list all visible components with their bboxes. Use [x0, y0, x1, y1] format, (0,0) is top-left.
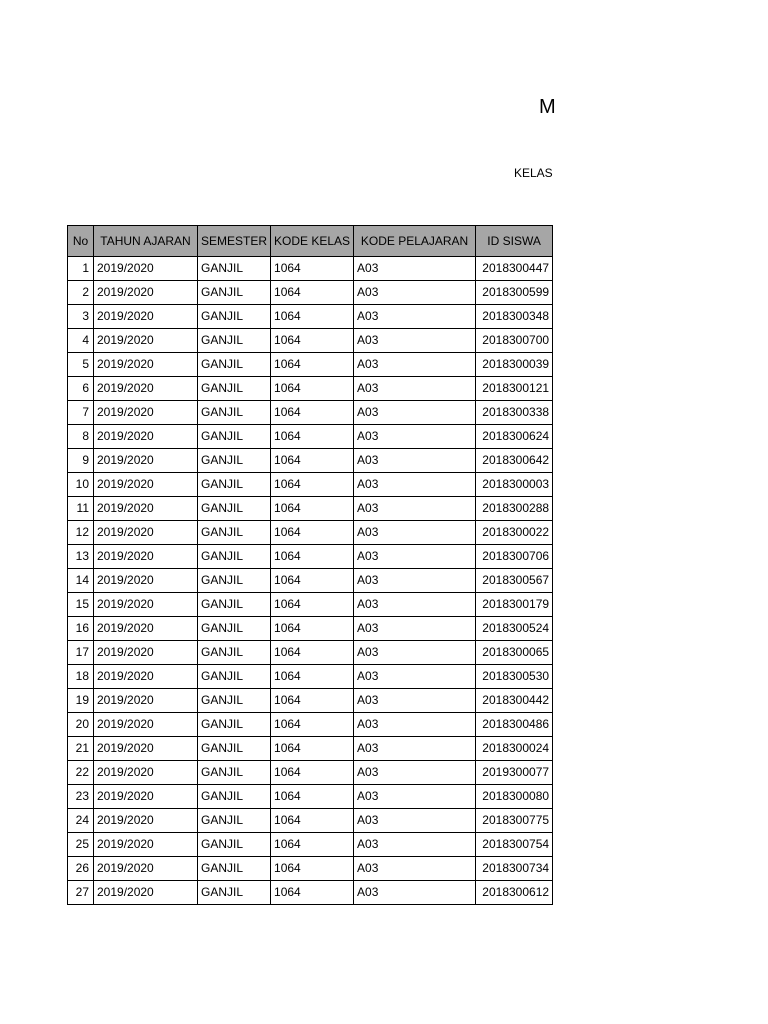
cell-id-siswa: 2018300599 — [476, 281, 553, 305]
table-row — [68, 785, 553, 809]
table-row — [68, 353, 553, 377]
cell-id-siswa: 2018300039 — [476, 353, 553, 377]
column-header-tahun-ajaran: TAHUN AJARAN — [94, 226, 198, 257]
cell-kode-kelas: 1064 — [271, 641, 354, 665]
cell-kode-pelajaran: A03 — [354, 329, 476, 353]
cell-semester: GANJIL — [198, 641, 271, 665]
cell-kode-pelajaran: A03 — [354, 641, 476, 665]
cell-tahun-ajaran: 2019/2020 — [94, 353, 198, 377]
cell-kode-pelajaran: A03 — [354, 737, 476, 761]
cell-tahun-ajaran: 2019/2020 — [94, 665, 198, 689]
cell-tahun-ajaran: 2019/2020 — [94, 329, 198, 353]
table-row — [68, 665, 553, 689]
cell-no: 22 — [68, 761, 94, 785]
cell-semester: GANJIL — [198, 281, 271, 305]
cell-id-siswa: 2018300288 — [476, 497, 553, 521]
cell-no: 26 — [68, 857, 94, 881]
cell-semester: GANJIL — [198, 545, 271, 569]
cell-tahun-ajaran: 2019/2020 — [94, 785, 198, 809]
cell-id-siswa: 2018300524 — [476, 617, 553, 641]
table-row — [68, 521, 553, 545]
cell-semester: GANJIL — [198, 401, 271, 425]
cell-semester: GANJIL — [198, 497, 271, 521]
cell-semester: GANJIL — [198, 377, 271, 401]
cell-semester: GANJIL — [198, 881, 271, 905]
cell-kode-kelas: 1064 — [271, 857, 354, 881]
table-row — [68, 473, 553, 497]
cell-kode-pelajaran: A03 — [354, 425, 476, 449]
cell-kode-kelas: 1064 — [271, 665, 354, 689]
table-row — [68, 833, 553, 857]
cell-no: 3 — [68, 305, 94, 329]
table-row — [68, 281, 553, 305]
table-row — [68, 497, 553, 521]
cell-kode-kelas: 1064 — [271, 353, 354, 377]
cell-no: 24 — [68, 809, 94, 833]
cell-kode-pelajaran: A03 — [354, 881, 476, 905]
cell-kode-pelajaran: A03 — [354, 833, 476, 857]
cell-kode-kelas: 1064 — [271, 569, 354, 593]
cell-no: 11 — [68, 497, 94, 521]
cell-kode-kelas: 1064 — [271, 497, 354, 521]
cell-kode-kelas: 1064 — [271, 257, 354, 281]
cell-tahun-ajaran: 2019/2020 — [94, 377, 198, 401]
cell-no: 18 — [68, 665, 94, 689]
cell-kode-pelajaran: A03 — [354, 569, 476, 593]
cell-kode-pelajaran: A03 — [354, 761, 476, 785]
cell-tahun-ajaran: 2019/2020 — [94, 761, 198, 785]
cell-tahun-ajaran: 2019/2020 — [94, 257, 198, 281]
cell-semester: GANJIL — [198, 857, 271, 881]
cell-kode-pelajaran: A03 — [354, 401, 476, 425]
cell-id-siswa: 2018300530 — [476, 665, 553, 689]
cell-id-siswa: 2018300022 — [476, 521, 553, 545]
cell-tahun-ajaran: 2019/2020 — [94, 737, 198, 761]
cell-id-siswa: 2018300612 — [476, 881, 553, 905]
column-header-no: No — [68, 226, 94, 257]
cell-no: 14 — [68, 569, 94, 593]
cell-id-siswa: 2018300624 — [476, 425, 553, 449]
cell-no: 7 — [68, 401, 94, 425]
table-row — [68, 617, 553, 641]
cell-tahun-ajaran: 2019/2020 — [94, 497, 198, 521]
cell-id-siswa: 2018300700 — [476, 329, 553, 353]
cell-kode-kelas: 1064 — [271, 737, 354, 761]
cell-kode-kelas: 1064 — [271, 761, 354, 785]
table-row — [68, 377, 553, 401]
cell-semester: GANJIL — [198, 329, 271, 353]
cell-tahun-ajaran: 2019/2020 — [94, 473, 198, 497]
cell-kode-pelajaran: A03 — [354, 809, 476, 833]
cell-tahun-ajaran: 2019/2020 — [94, 281, 198, 305]
cell-kode-pelajaran: A03 — [354, 857, 476, 881]
cell-kode-pelajaran: A03 — [354, 305, 476, 329]
cell-id-siswa: 2018300447 — [476, 257, 553, 281]
cell-tahun-ajaran: 2019/2020 — [94, 545, 198, 569]
cell-kode-pelajaran: A03 — [354, 617, 476, 641]
cell-no: 27 — [68, 881, 94, 905]
cell-kode-pelajaran: A03 — [354, 785, 476, 809]
cell-kode-kelas: 1064 — [271, 689, 354, 713]
cell-kode-pelajaran: A03 — [354, 353, 476, 377]
cell-id-siswa: 2018300080 — [476, 785, 553, 809]
table-row — [68, 305, 553, 329]
column-header-kode-kelas: KODE KELAS — [271, 226, 354, 257]
cell-kode-kelas: 1064 — [271, 881, 354, 905]
cell-semester: GANJIL — [198, 353, 271, 377]
table-row — [68, 689, 553, 713]
cell-tahun-ajaran: 2019/2020 — [94, 593, 198, 617]
cell-id-siswa: 2018300642 — [476, 449, 553, 473]
class-label: KELAS — [514, 166, 553, 180]
cell-no: 8 — [68, 425, 94, 449]
cell-kode-kelas: 1064 — [271, 329, 354, 353]
cell-kode-kelas: 1064 — [271, 377, 354, 401]
cell-kode-kelas: 1064 — [271, 713, 354, 737]
cell-kode-kelas: 1064 — [271, 425, 354, 449]
cell-semester: GANJIL — [198, 425, 271, 449]
cell-no: 23 — [68, 785, 94, 809]
cell-kode-kelas: 1064 — [271, 281, 354, 305]
cell-id-siswa: 2018300775 — [476, 809, 553, 833]
table-row — [68, 809, 553, 833]
cell-no: 12 — [68, 521, 94, 545]
cell-kode-pelajaran: A03 — [354, 377, 476, 401]
cell-id-siswa: 2018300754 — [476, 833, 553, 857]
cell-semester: GANJIL — [198, 737, 271, 761]
table-row — [68, 857, 553, 881]
cell-id-siswa: 2018300567 — [476, 569, 553, 593]
cell-tahun-ajaran: 2019/2020 — [94, 809, 198, 833]
cell-kode-kelas: 1064 — [271, 545, 354, 569]
cell-semester: GANJIL — [198, 473, 271, 497]
cell-kode-kelas: 1064 — [271, 617, 354, 641]
cell-kode-pelajaran: A03 — [354, 545, 476, 569]
cell-kode-pelajaran: A03 — [354, 713, 476, 737]
cell-kode-kelas: 1064 — [271, 833, 354, 857]
document-title: M — [539, 96, 556, 118]
cell-id-siswa: 2018300024 — [476, 737, 553, 761]
table-row — [68, 881, 553, 905]
cell-tahun-ajaran: 2019/2020 — [94, 641, 198, 665]
cell-kode-kelas: 1064 — [271, 809, 354, 833]
cell-semester: GANJIL — [198, 809, 271, 833]
cell-kode-pelajaran: A03 — [354, 257, 476, 281]
table-row — [68, 641, 553, 665]
cell-no: 9 — [68, 449, 94, 473]
table-header — [68, 226, 553, 257]
cell-semester: GANJIL — [198, 713, 271, 737]
cell-tahun-ajaran: 2019/2020 — [94, 689, 198, 713]
cell-kode-kelas: 1064 — [271, 449, 354, 473]
cell-id-siswa: 2018300442 — [476, 689, 553, 713]
table-row — [68, 449, 553, 473]
cell-kode-pelajaran: A03 — [354, 281, 476, 305]
cell-no: 4 — [68, 329, 94, 353]
table-row — [68, 569, 553, 593]
cell-id-siswa: 2018300486 — [476, 713, 553, 737]
table-row — [68, 737, 553, 761]
cell-no: 1 — [68, 257, 94, 281]
cell-tahun-ajaran: 2019/2020 — [94, 449, 198, 473]
cell-kode-kelas: 1064 — [271, 521, 354, 545]
cell-semester: GANJIL — [198, 593, 271, 617]
header-row — [68, 226, 553, 257]
cell-tahun-ajaran: 2019/2020 — [94, 521, 198, 545]
cell-no: 19 — [68, 689, 94, 713]
table-row — [68, 401, 553, 425]
column-header-id-siswa: ID SISWA — [476, 226, 553, 257]
cell-tahun-ajaran: 2019/2020 — [94, 569, 198, 593]
cell-tahun-ajaran: 2019/2020 — [94, 305, 198, 329]
cell-kode-pelajaran: A03 — [354, 665, 476, 689]
cell-kode-kelas: 1064 — [271, 593, 354, 617]
cell-no: 6 — [68, 377, 94, 401]
cell-tahun-ajaran: 2019/2020 — [94, 713, 198, 737]
cell-tahun-ajaran: 2019/2020 — [94, 401, 198, 425]
table-row — [68, 425, 553, 449]
cell-kode-kelas: 1064 — [271, 473, 354, 497]
cell-kode-kelas: 1064 — [271, 785, 354, 809]
cell-kode-pelajaran: A03 — [354, 593, 476, 617]
cell-tahun-ajaran: 2019/2020 — [94, 881, 198, 905]
table-row — [68, 257, 553, 281]
cell-semester: GANJIL — [198, 449, 271, 473]
cell-semester: GANJIL — [198, 689, 271, 713]
cell-tahun-ajaran: 2019/2020 — [94, 857, 198, 881]
student-roster-table — [67, 225, 553, 905]
cell-semester: GANJIL — [198, 257, 271, 281]
cell-semester: GANJIL — [198, 761, 271, 785]
column-header-semester: SEMESTER — [198, 226, 271, 257]
cell-id-siswa: 2018300348 — [476, 305, 553, 329]
cell-kode-pelajaran: A03 — [354, 497, 476, 521]
cell-no: 21 — [68, 737, 94, 761]
cell-kode-kelas: 1064 — [271, 305, 354, 329]
cell-kode-pelajaran: A03 — [354, 473, 476, 497]
cell-no: 2 — [68, 281, 94, 305]
cell-semester: GANJIL — [198, 833, 271, 857]
cell-kode-kelas: 1064 — [271, 401, 354, 425]
cell-semester: GANJIL — [198, 305, 271, 329]
cell-id-siswa: 2018300338 — [476, 401, 553, 425]
table-row — [68, 761, 553, 785]
cell-tahun-ajaran: 2019/2020 — [94, 425, 198, 449]
cell-no: 15 — [68, 593, 94, 617]
cell-id-siswa: 2019300077 — [476, 761, 553, 785]
cell-no: 20 — [68, 713, 94, 737]
cell-no: 17 — [68, 641, 94, 665]
table-row — [68, 593, 553, 617]
cell-id-siswa: 2018300065 — [476, 641, 553, 665]
cell-tahun-ajaran: 2019/2020 — [94, 833, 198, 857]
table-row — [68, 545, 553, 569]
cell-semester: GANJIL — [198, 785, 271, 809]
cell-id-siswa: 2018300121 — [476, 377, 553, 401]
cell-no: 10 — [68, 473, 94, 497]
cell-id-siswa: 2018300734 — [476, 857, 553, 881]
cell-semester: GANJIL — [198, 521, 271, 545]
cell-semester: GANJIL — [198, 569, 271, 593]
cell-kode-pelajaran: A03 — [354, 521, 476, 545]
cell-no: 16 — [68, 617, 94, 641]
cell-id-siswa: 2018300706 — [476, 545, 553, 569]
cell-kode-pelajaran: A03 — [354, 689, 476, 713]
cell-no: 13 — [68, 545, 94, 569]
table-row — [68, 713, 553, 737]
column-header-kode-pelajaran: KODE PELAJARAN — [354, 226, 476, 257]
cell-semester: GANJIL — [198, 617, 271, 641]
table-row — [68, 329, 553, 353]
table-body — [68, 257, 553, 905]
cell-id-siswa: 2018300179 — [476, 593, 553, 617]
cell-no: 5 — [68, 353, 94, 377]
cell-semester: GANJIL — [198, 665, 271, 689]
cell-no: 25 — [68, 833, 94, 857]
cell-tahun-ajaran: 2019/2020 — [94, 617, 198, 641]
cell-id-siswa: 2018300003 — [476, 473, 553, 497]
cell-kode-pelajaran: A03 — [354, 449, 476, 473]
